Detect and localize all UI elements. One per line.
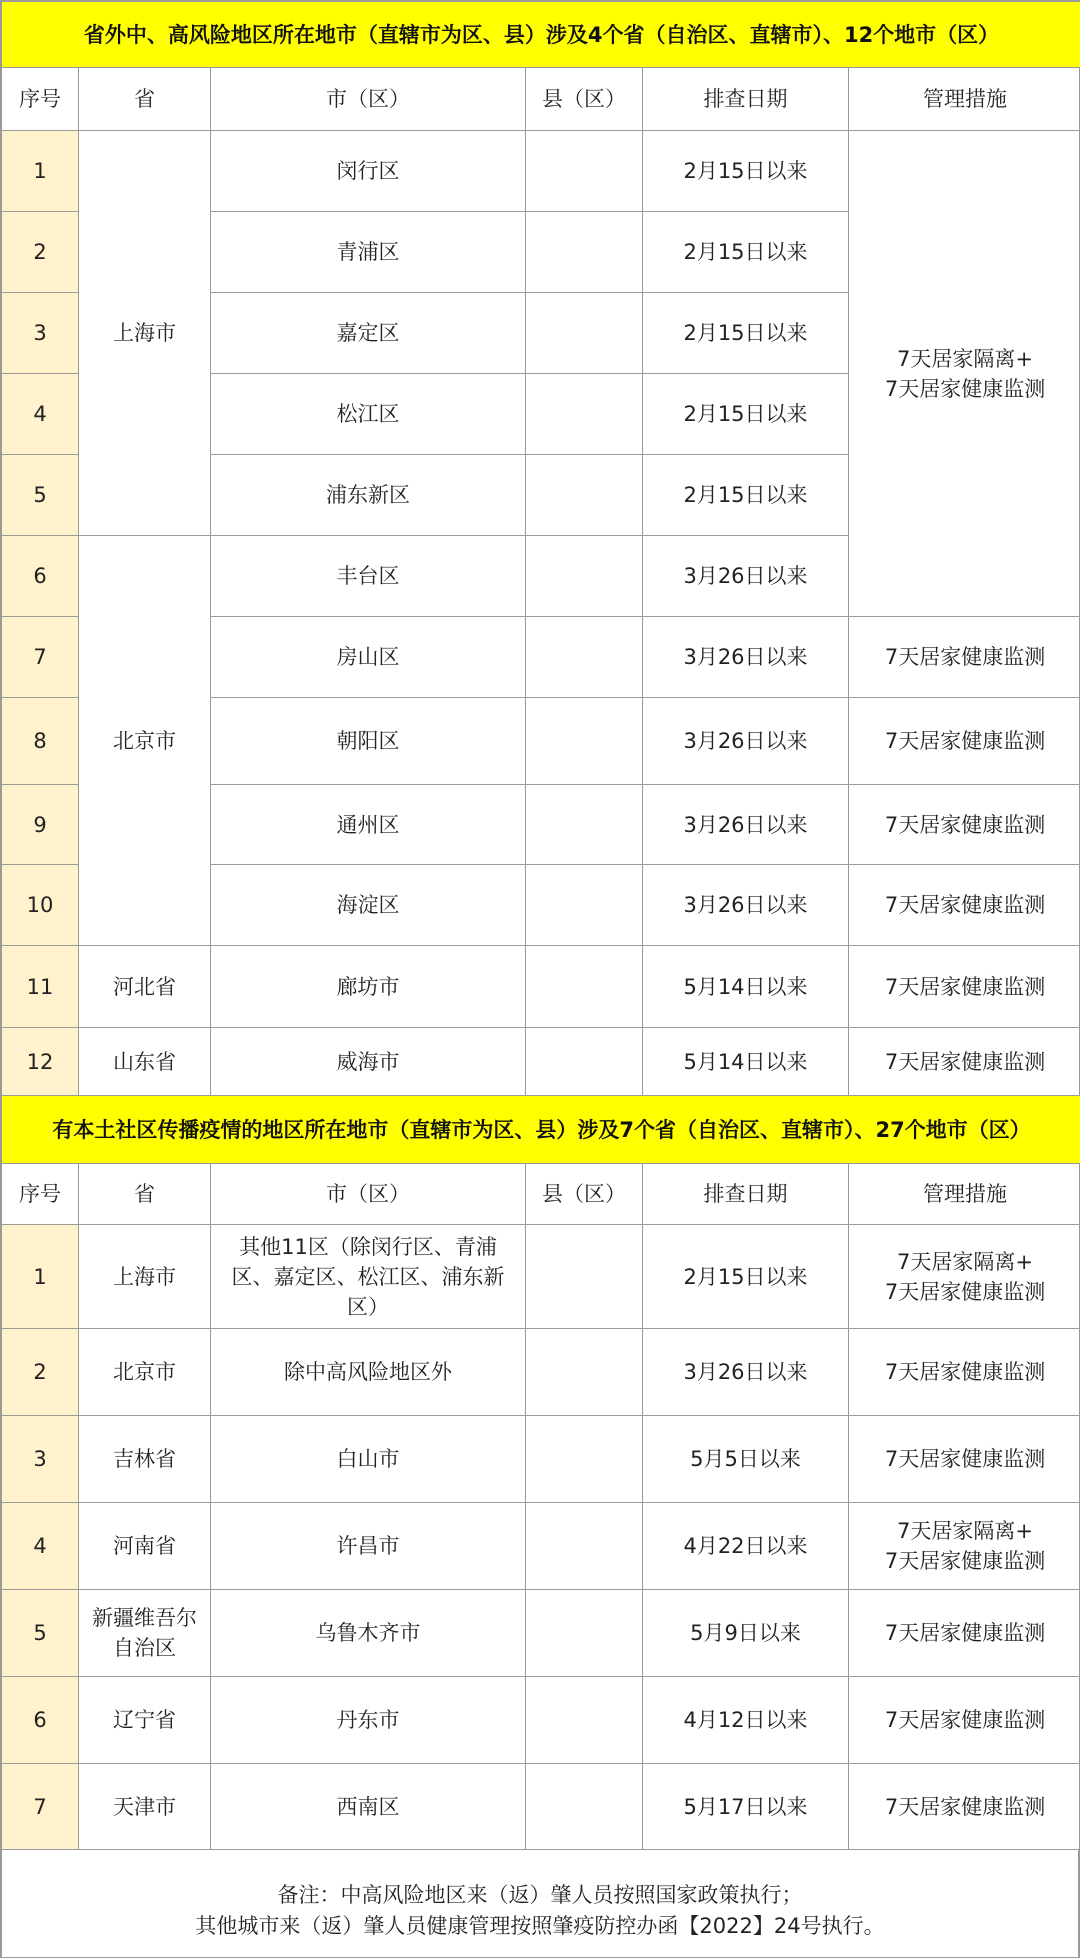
row-measure: 7天居家健康监测 — [849, 1416, 1080, 1503]
row-measure: 7天居家健康监测 — [849, 698, 1080, 785]
table-row — [2, 946, 1080, 1028]
row-county — [526, 374, 643, 455]
row-county — [526, 212, 643, 293]
row-seq: 6 — [2, 1677, 79, 1764]
header-city: 市（区） — [211, 68, 526, 131]
row-date: 2月15日以来 — [643, 212, 849, 293]
header-measure: 管理措施 — [849, 68, 1080, 131]
row-date: 3月26日以来 — [643, 617, 849, 698]
row-date: 5月5日以来 — [643, 1416, 849, 1503]
row-seq: 3 — [2, 1416, 79, 1503]
header-measure: 管理措施 — [849, 1164, 1080, 1225]
row-city: 海淀区 — [211, 865, 526, 946]
row-measure: 7天居家健康监测 — [849, 865, 1080, 946]
row-measure: 7天居家健康监测 — [849, 1677, 1080, 1764]
row-city: 廊坊市 — [211, 946, 526, 1028]
table1-title: 省外中、高风险地区所在地市（直辖市为区、县）涉及4个省（自治区、直辖市）、12个地市（区） — [2, 2, 1080, 68]
row-seq: 9 — [2, 785, 79, 865]
table-row — [2, 1503, 1080, 1590]
row-city: 丹东市 — [211, 1677, 526, 1764]
row-city: 通州区 — [211, 785, 526, 865]
footnote-line-2: 其他城市来（返）肇人员健康管理按照肇疫防控办函【2022】24号执行。 — [195, 1913, 885, 1938]
row-seq: 2 — [2, 1329, 79, 1416]
row-city: 松江区 — [211, 374, 526, 455]
header-county: 县（区） — [526, 1164, 643, 1225]
row-city: 浦东新区 — [211, 455, 526, 536]
table-row — [2, 1329, 1080, 1416]
row-seq: 3 — [2, 293, 79, 374]
row-measure: 7天居家健康监测 — [849, 785, 1080, 865]
row-province: 上海市 — [79, 131, 211, 536]
row-city: 其他11区（除闵行区、青浦区、嘉定区、松江区、浦东新区） — [211, 1225, 526, 1329]
row-city: 除中高风险地区外 — [211, 1329, 526, 1416]
row-county — [526, 785, 643, 865]
table-row — [2, 131, 1080, 212]
row-date: 4月22日以来 — [643, 1503, 849, 1590]
footnote — [1, 1850, 1079, 1958]
row-province: 新疆维吾尔 自治区 — [79, 1590, 211, 1677]
header-county: 县（区） — [526, 68, 643, 131]
row-seq: 4 — [2, 1503, 79, 1590]
row-city: 威海市 — [211, 1028, 526, 1096]
row-city: 青浦区 — [211, 212, 526, 293]
row-date: 3月26日以来 — [643, 698, 849, 785]
row-city: 闵行区 — [211, 131, 526, 212]
table-row — [2, 1225, 1080, 1329]
row-date: 2月15日以来 — [643, 293, 849, 374]
row-province: 辽宁省 — [79, 1677, 211, 1764]
row-date: 3月26日以来 — [643, 1329, 849, 1416]
header-city: 市（区） — [211, 1164, 526, 1225]
row-date: 2月15日以来 — [643, 374, 849, 455]
row-city: 嘉定区 — [211, 293, 526, 374]
row-date: 3月26日以来 — [643, 785, 849, 865]
row-province: 山东省 — [79, 1028, 211, 1096]
row-date: 2月15日以来 — [643, 1225, 849, 1329]
row-county — [526, 946, 643, 1028]
risk-area-table — [1, 1, 1080, 1850]
row-date: 3月26日以来 — [643, 865, 849, 946]
row-province: 北京市 — [79, 1329, 211, 1416]
row-county — [526, 1028, 643, 1096]
header-province: 省 — [79, 68, 211, 131]
row-province: 吉林省 — [79, 1416, 211, 1503]
row-seq: 6 — [2, 536, 79, 617]
header-province: 省 — [79, 1164, 211, 1225]
row-seq: 1 — [2, 131, 79, 212]
table-row — [2, 1764, 1080, 1850]
row-seq: 12 — [2, 1028, 79, 1096]
row-city: 房山区 — [211, 617, 526, 698]
row-seq: 5 — [2, 1590, 79, 1677]
row-city: 朝阳区 — [211, 698, 526, 785]
row-county — [526, 617, 643, 698]
row-county — [526, 1590, 643, 1677]
row-city: 许昌市 — [211, 1503, 526, 1590]
row-seq: 5 — [2, 455, 79, 536]
row-measure: 7天居家健康监测 — [849, 946, 1080, 1028]
row-date: 5月14日以来 — [643, 946, 849, 1028]
row-seq: 2 — [2, 212, 79, 293]
row-county — [526, 536, 643, 617]
header-date: 排查日期 — [643, 1164, 849, 1225]
row-measure: 7天居家健康监测 — [849, 1590, 1080, 1677]
row-measure: 7天居家健康监测 — [849, 1329, 1080, 1416]
row-seq: 7 — [2, 1764, 79, 1850]
row-county — [526, 1225, 643, 1329]
row-province: 北京市 — [79, 536, 211, 946]
row-city: 丰台区 — [211, 536, 526, 617]
row-province: 河南省 — [79, 1503, 211, 1590]
row-measure: 7天居家隔离+ 7天居家健康监测 — [849, 1225, 1080, 1329]
table-row — [2, 1677, 1080, 1764]
header-seq: 序号 — [2, 1164, 79, 1225]
row-province: 天津市 — [79, 1764, 211, 1850]
row-seq: 11 — [2, 946, 79, 1028]
header-seq: 序号 — [2, 68, 79, 131]
row-county — [526, 1329, 643, 1416]
row-measure: 7天居家健康监测 — [849, 1028, 1080, 1096]
row-measure: 7天居家隔离+ 7天居家健康监测 — [849, 1503, 1080, 1590]
row-date: 5月14日以来 — [643, 1028, 849, 1096]
row-county — [526, 1764, 643, 1850]
table-row — [2, 1028, 1080, 1096]
row-county — [526, 865, 643, 946]
row-county — [526, 455, 643, 536]
row-date: 3月26日以来 — [643, 536, 849, 617]
row-seq: 4 — [2, 374, 79, 455]
row-measure: 7天居家健康监测 — [849, 617, 1080, 698]
row-province: 河北省 — [79, 946, 211, 1028]
row-county — [526, 131, 643, 212]
row-seq: 1 — [2, 1225, 79, 1329]
row-date: 2月15日以来 — [643, 131, 849, 212]
row-date: 5月17日以来 — [643, 1764, 849, 1850]
table-row — [2, 1416, 1080, 1503]
row-county — [526, 293, 643, 374]
row-date: 2月15日以来 — [643, 455, 849, 536]
footnote-line-1: 备注：中高风险地区来（返）肇人员按照国家政策执行； — [277, 1882, 803, 1907]
row-county — [526, 1677, 643, 1764]
row-county — [526, 1503, 643, 1590]
row-seq: 7 — [2, 617, 79, 698]
row-county — [526, 698, 643, 785]
row-date: 4月12日以来 — [643, 1677, 849, 1764]
row-city: 乌鲁木齐市 — [211, 1590, 526, 1677]
row-measure: 7天居家隔离+ 7天居家健康监测 — [849, 131, 1080, 617]
row-province: 上海市 — [79, 1225, 211, 1329]
table-row — [2, 1590, 1080, 1677]
row-city: 白山市 — [211, 1416, 526, 1503]
row-county — [526, 1416, 643, 1503]
row-city: 西南区 — [211, 1764, 526, 1850]
row-measure: 7天居家健康监测 — [849, 1764, 1080, 1850]
header-date: 排查日期 — [643, 68, 849, 131]
table2-title: 有本土社区传播疫情的地区所在地市（直辖市为区、县）涉及7个省（自治区、直辖市）、27个地市（区） — [2, 1096, 1080, 1164]
row-seq: 8 — [2, 698, 79, 785]
row-seq: 10 — [2, 865, 79, 946]
row-date: 5月9日以来 — [643, 1590, 849, 1677]
